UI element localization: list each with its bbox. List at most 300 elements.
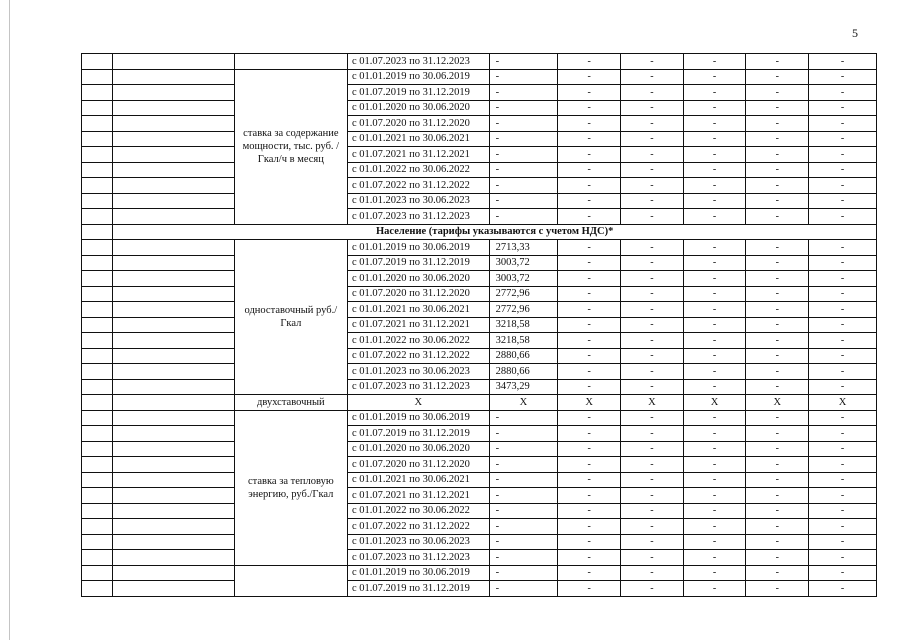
tariff-cell: - (809, 581, 877, 597)
tariff-cell: - (809, 255, 877, 271)
row-number-cell (82, 255, 113, 271)
tariff-cell: - (621, 116, 684, 132)
tariff-cell: - (746, 147, 809, 163)
tariff-cell: - (558, 565, 621, 581)
row-number-cell (82, 565, 113, 581)
tariff-cell: - (558, 302, 621, 318)
row-number-cell (82, 317, 113, 333)
table-row (82, 488, 877, 504)
period-cell: с 01.01.2019 по 30.06.2019 (347, 69, 489, 85)
tariff-cell: - (558, 364, 621, 380)
consumer-group-cell (113, 519, 234, 535)
table-row (82, 147, 877, 163)
tariff-cell: - (621, 193, 684, 209)
tariff-cell: - (809, 348, 877, 364)
tariff-cell: - (809, 519, 877, 535)
consumer-group-cell (113, 286, 234, 302)
tariff-cell: - (621, 271, 684, 287)
period-cell: с 01.01.2021 по 30.06.2021 (347, 131, 489, 147)
tariff-cell: - (683, 69, 746, 85)
tariff-value-cell: 3218,58 (489, 317, 558, 333)
tariff-cell: - (746, 333, 809, 349)
period-cell: с 01.07.2019 по 31.12.2019 (347, 581, 489, 597)
tariff-cell: - (809, 54, 877, 70)
tariff-cell: - (809, 69, 877, 85)
consumer-group-cell (113, 193, 234, 209)
tariff-cell: - (683, 193, 746, 209)
period-cell: с 01.01.2019 по 30.06.2019 (347, 410, 489, 426)
period-cell: с 01.07.2023 по 31.12.2023 (347, 379, 489, 395)
tariff-cell: - (621, 534, 684, 550)
tariff-cell: - (809, 193, 877, 209)
tariff-cell: - (558, 240, 621, 256)
margin-rule (9, 0, 10, 640)
tariff-cell: - (746, 441, 809, 457)
table-row (82, 255, 877, 271)
tariff-cell: - (558, 317, 621, 333)
row-number-cell (82, 131, 113, 147)
row-number-cell (82, 100, 113, 116)
table-row (82, 333, 877, 349)
period-cell: с 01.01.2020 по 30.06.2020 (347, 100, 489, 116)
tariff-value-cell: 3473,29 (489, 379, 558, 395)
tariff-cell: - (746, 54, 809, 70)
table-row (82, 69, 877, 85)
tariff-cell: - (809, 147, 877, 163)
tariff-cell: - (621, 550, 684, 566)
tariff-cell: - (621, 100, 684, 116)
tariff-value-cell: 2880,66 (489, 364, 558, 380)
tariff-cell: - (746, 426, 809, 442)
tariff-cell: - (809, 162, 877, 178)
tariff-cell: - (683, 410, 746, 426)
tariff-cell: - (558, 333, 621, 349)
table-row (82, 581, 877, 597)
tariff-cell: - (621, 69, 684, 85)
tariff-cell: - (746, 534, 809, 550)
tariff-cell: - (746, 317, 809, 333)
period-cell: с 01.01.2019 по 30.06.2019 (347, 240, 489, 256)
rate-type-capacity: ставка за содержание мощности, тыс. руб. /Гкал/ч в месяц (234, 69, 347, 224)
tariff-cell: - (558, 410, 621, 426)
row-number-cell (82, 488, 113, 504)
rate-type-heat-energy: ставка за тепловую энергию, руб./Гкал (234, 410, 347, 565)
tariff-cell: - (621, 302, 684, 318)
period-cell: с 01.07.2022 по 31.12.2022 (347, 348, 489, 364)
tariff-cell: - (746, 85, 809, 101)
tariff-value-cell: - (489, 426, 558, 442)
tariff-cell: - (558, 519, 621, 535)
tariff-cell: - (683, 100, 746, 116)
table-row (82, 240, 877, 256)
tariff-cell: - (746, 472, 809, 488)
period-cell: с 01.07.2021 по 31.12.2021 (347, 488, 489, 504)
period-cell: с 01.01.2023 по 30.06.2023 (347, 534, 489, 550)
tariff-value-cell: - (489, 209, 558, 225)
tariff-cell: - (746, 193, 809, 209)
tariff-cell: - (683, 54, 746, 70)
tariff-table (81, 53, 877, 597)
tariff-cell: - (683, 147, 746, 163)
consumer-group-cell (113, 271, 234, 287)
row-number-cell (82, 162, 113, 178)
tariff-cell: - (746, 240, 809, 256)
consumer-group-cell (113, 85, 234, 101)
table-row (82, 286, 877, 302)
tariff-value-cell: - (489, 457, 558, 473)
tariff-cell: - (746, 565, 809, 581)
rate-type-cell (234, 54, 347, 70)
x-cell: X (621, 395, 684, 411)
tariff-cell: - (621, 410, 684, 426)
tariff-cell: - (621, 240, 684, 256)
row-number-cell (82, 519, 113, 535)
tariff-value-cell: - (489, 472, 558, 488)
table-row (82, 503, 877, 519)
tariff-value-cell: 3003,72 (489, 271, 558, 287)
tariff-value-cell: 2713,33 (489, 240, 558, 256)
tariff-cell: - (683, 426, 746, 442)
tariff-cell: - (809, 271, 877, 287)
tariff-cell: - (746, 503, 809, 519)
table-row (82, 457, 877, 473)
tariff-cell: - (809, 116, 877, 132)
tariff-cell: - (558, 100, 621, 116)
row-number-cell (82, 472, 113, 488)
tariff-cell: - (746, 100, 809, 116)
tariff-cell: - (683, 317, 746, 333)
section-header: Население (тарифы указываются с учетом НДС)* (113, 224, 877, 240)
tariff-cell: - (683, 85, 746, 101)
page-number: 5 (852, 26, 858, 40)
consumer-group-cell (113, 116, 234, 132)
tariff-cell: - (683, 503, 746, 519)
tariff-cell: - (558, 116, 621, 132)
consumer-group-cell (113, 54, 234, 70)
tariff-cell: - (558, 379, 621, 395)
tariff-cell: - (683, 565, 746, 581)
tariff-cell: - (558, 488, 621, 504)
period-cell: с 01.07.2023 по 31.12.2023 (347, 54, 489, 70)
tariff-cell: - (683, 240, 746, 256)
tariff-cell: - (621, 85, 684, 101)
consumer-group-cell (113, 302, 234, 318)
consumer-group-cell (113, 162, 234, 178)
tariff-value-cell: - (489, 441, 558, 457)
tariff-cell: - (683, 333, 746, 349)
tariff-cell: - (683, 271, 746, 287)
period-cell: с 01.01.2023 по 30.06.2023 (347, 193, 489, 209)
tariff-cell: - (558, 550, 621, 566)
tariff-cell: - (621, 503, 684, 519)
consumer-group-cell (113, 426, 234, 442)
tariff-cell: - (809, 364, 877, 380)
table-row (82, 348, 877, 364)
row-number-cell (82, 271, 113, 287)
tariff-cell: - (683, 364, 746, 380)
tariff-cell: - (746, 488, 809, 504)
row-number-cell (82, 147, 113, 163)
tariff-cell: - (809, 441, 877, 457)
consumer-group-cell (113, 364, 234, 380)
consumer-group-cell (113, 348, 234, 364)
tariff-cell: - (746, 162, 809, 178)
period-cell: с 01.07.2022 по 31.12.2022 (347, 519, 489, 535)
tariff-cell: - (809, 209, 877, 225)
tariff-value-cell: - (489, 503, 558, 519)
period-cell: с 01.07.2021 по 31.12.2021 (347, 147, 489, 163)
tariff-cell: - (746, 302, 809, 318)
table-row (82, 131, 877, 147)
table-row (82, 519, 877, 535)
table-row (82, 364, 877, 380)
table-row (82, 534, 877, 550)
row-number-cell (82, 457, 113, 473)
tariff-cell: - (683, 255, 746, 271)
row-number-cell (82, 410, 113, 426)
two-part-tariff-row (82, 395, 877, 411)
table-row (82, 550, 877, 566)
tariff-cell: - (746, 364, 809, 380)
tariff-cell: - (621, 426, 684, 442)
row-number-cell (82, 333, 113, 349)
consumer-group-cell (113, 178, 234, 194)
row-number-cell (82, 116, 113, 132)
consumer-group-cell (113, 209, 234, 225)
tariff-cell: - (621, 519, 684, 535)
consumer-group-cell (113, 147, 234, 163)
consumer-group-cell (113, 550, 234, 566)
tariff-value-cell: - (489, 488, 558, 504)
row-number-cell (82, 395, 113, 411)
table-row (82, 178, 877, 194)
tariff-cell: - (558, 85, 621, 101)
tariff-value-cell: - (489, 581, 558, 597)
tariff-cell: - (683, 581, 746, 597)
tariff-cell: - (558, 426, 621, 442)
row-number-cell (82, 534, 113, 550)
tariff-cell: - (809, 131, 877, 147)
table-row (82, 317, 877, 333)
tariff-cell: - (558, 457, 621, 473)
tariff-cell: - (621, 131, 684, 147)
period-cell: с 01.07.2023 по 31.12.2023 (347, 550, 489, 566)
tariff-cell: - (809, 240, 877, 256)
tariff-cell: - (558, 178, 621, 194)
tariff-cell: - (746, 519, 809, 535)
tariff-value-cell: 2880,66 (489, 348, 558, 364)
tariff-cell: - (621, 178, 684, 194)
tariff-cell: - (558, 271, 621, 287)
row-number-cell (82, 302, 113, 318)
row-number-cell (82, 503, 113, 519)
tariff-cell: - (621, 457, 684, 473)
rate-type-single: одноставочный руб./Гкал (234, 240, 347, 395)
period-cell: с 01.07.2020 по 31.12.2020 (347, 286, 489, 302)
tariff-cell: - (746, 348, 809, 364)
row-number-cell (82, 240, 113, 256)
consumer-group-cell (113, 441, 234, 457)
tariff-cell: - (621, 333, 684, 349)
tariff-cell: - (809, 178, 877, 194)
tariff-cell: - (683, 519, 746, 535)
tariff-cell: - (746, 271, 809, 287)
row-number-cell (82, 178, 113, 194)
consumer-group-cell (113, 255, 234, 271)
x-cell: X (809, 395, 877, 411)
rate-type-cell (234, 565, 347, 596)
tariff-cell: - (621, 209, 684, 225)
consumer-group-cell (113, 488, 234, 504)
table-row (82, 271, 877, 287)
consumer-group-cell (113, 457, 234, 473)
tariff-cell: - (621, 317, 684, 333)
tariff-cell: - (809, 333, 877, 349)
tariff-value-cell: - (489, 162, 558, 178)
row-number-cell (82, 209, 113, 225)
tariff-cell: - (558, 534, 621, 550)
tariff-value-cell: - (489, 193, 558, 209)
table-row (82, 100, 877, 116)
consumer-group-cell (113, 240, 234, 256)
consumer-group-cell (113, 333, 234, 349)
consumer-group-cell (113, 395, 234, 411)
tariff-cell: - (558, 503, 621, 519)
row-number-cell (82, 193, 113, 209)
tariff-cell: - (683, 286, 746, 302)
row-number-cell (82, 348, 113, 364)
tariff-value-cell: - (489, 69, 558, 85)
x-cell: X (558, 395, 621, 411)
row-number-cell (82, 286, 113, 302)
tariff-cell: - (683, 457, 746, 473)
row-number-cell (82, 426, 113, 442)
tariff-cell: - (621, 54, 684, 70)
tariff-value-cell: - (489, 550, 558, 566)
tariff-cell: - (683, 534, 746, 550)
tariff-value-cell: - (489, 131, 558, 147)
tariff-cell: - (746, 379, 809, 395)
table-row (82, 54, 877, 70)
tariff-value-cell: - (489, 116, 558, 132)
tariff-cell: - (809, 410, 877, 426)
period-cell: с 01.07.2020 по 31.12.2020 (347, 457, 489, 473)
consumer-group-cell (113, 69, 234, 85)
x-cell: X (683, 395, 746, 411)
consumer-group-cell (113, 317, 234, 333)
period-cell: с 01.07.2021 по 31.12.2021 (347, 317, 489, 333)
period-cell: с 01.01.2020 по 30.06.2020 (347, 271, 489, 287)
tariff-cell: - (683, 209, 746, 225)
tariff-cell: - (683, 116, 746, 132)
row-number-cell (82, 364, 113, 380)
tariff-cell: - (746, 286, 809, 302)
tariff-value-cell: - (489, 147, 558, 163)
table-row (82, 379, 877, 395)
tariff-cell: - (809, 426, 877, 442)
tariff-value-cell: 3218,58 (489, 333, 558, 349)
tariff-value-cell: - (489, 178, 558, 194)
consumer-group-cell (113, 503, 234, 519)
tariff-cell: - (621, 581, 684, 597)
tariff-value-cell: - (489, 519, 558, 535)
rate-type-two-part: двухставочный (234, 395, 347, 411)
period-cell: с 01.01.2019 по 30.06.2019 (347, 565, 489, 581)
consumer-group-cell (113, 534, 234, 550)
tariff-cell: - (621, 255, 684, 271)
table-row (82, 116, 877, 132)
x-cell: X (347, 395, 489, 411)
tariff-cell: - (746, 550, 809, 566)
tariff-cell: - (746, 457, 809, 473)
tariff-cell: - (809, 286, 877, 302)
tariff-cell: - (558, 209, 621, 225)
tariff-value-cell: - (489, 54, 558, 70)
table-row (82, 426, 877, 442)
tariff-cell: - (809, 565, 877, 581)
tariff-value-cell: 2772,96 (489, 302, 558, 318)
tariff-cell: - (558, 441, 621, 457)
tariff-cell: - (809, 550, 877, 566)
tariff-value-cell: - (489, 410, 558, 426)
tariff-cell: - (558, 255, 621, 271)
tariff-cell: - (809, 100, 877, 116)
tariff-value-cell: 3003,72 (489, 255, 558, 271)
tariff-cell: - (621, 162, 684, 178)
tariff-cell: - (809, 85, 877, 101)
period-cell: с 01.07.2023 по 31.12.2023 (347, 209, 489, 225)
tariff-cell: - (746, 410, 809, 426)
table-row (82, 193, 877, 209)
tariff-cell: - (621, 488, 684, 504)
tariff-cell: - (621, 472, 684, 488)
tariff-cell: - (621, 565, 684, 581)
consumer-group-cell (113, 131, 234, 147)
tariff-cell: - (809, 317, 877, 333)
tariff-cell: - (683, 550, 746, 566)
tariff-cell: - (809, 379, 877, 395)
tariff-cell: - (558, 69, 621, 85)
table-row (82, 85, 877, 101)
row-number-cell (82, 441, 113, 457)
tariff-cell: - (809, 488, 877, 504)
x-cell: X (746, 395, 809, 411)
tariff-cell: - (809, 457, 877, 473)
tariff-value-cell: - (489, 100, 558, 116)
period-cell: с 01.07.2019 по 31.12.2019 (347, 255, 489, 271)
section-header-row (82, 224, 877, 240)
period-cell: с 01.07.2019 по 31.12.2019 (347, 426, 489, 442)
tariff-cell: - (683, 178, 746, 194)
tariff-cell: - (683, 348, 746, 364)
tariff-cell: - (809, 534, 877, 550)
period-cell: с 01.01.2021 по 30.06.2021 (347, 302, 489, 318)
tariff-cell: - (558, 54, 621, 70)
consumer-group-cell (113, 565, 234, 581)
table-row (82, 441, 877, 457)
tariff-cell: - (558, 581, 621, 597)
tariff-cell: - (558, 162, 621, 178)
tariff-cell: - (621, 147, 684, 163)
table-row (82, 472, 877, 488)
period-cell: с 01.01.2023 по 30.06.2023 (347, 364, 489, 380)
period-cell: с 01.07.2020 по 31.12.2020 (347, 116, 489, 132)
consumer-group-cell (113, 581, 234, 597)
tariff-cell: - (621, 348, 684, 364)
period-cell: с 01.01.2020 по 30.06.2020 (347, 441, 489, 457)
tariff-value-cell: - (489, 85, 558, 101)
tariff-cell: - (558, 147, 621, 163)
